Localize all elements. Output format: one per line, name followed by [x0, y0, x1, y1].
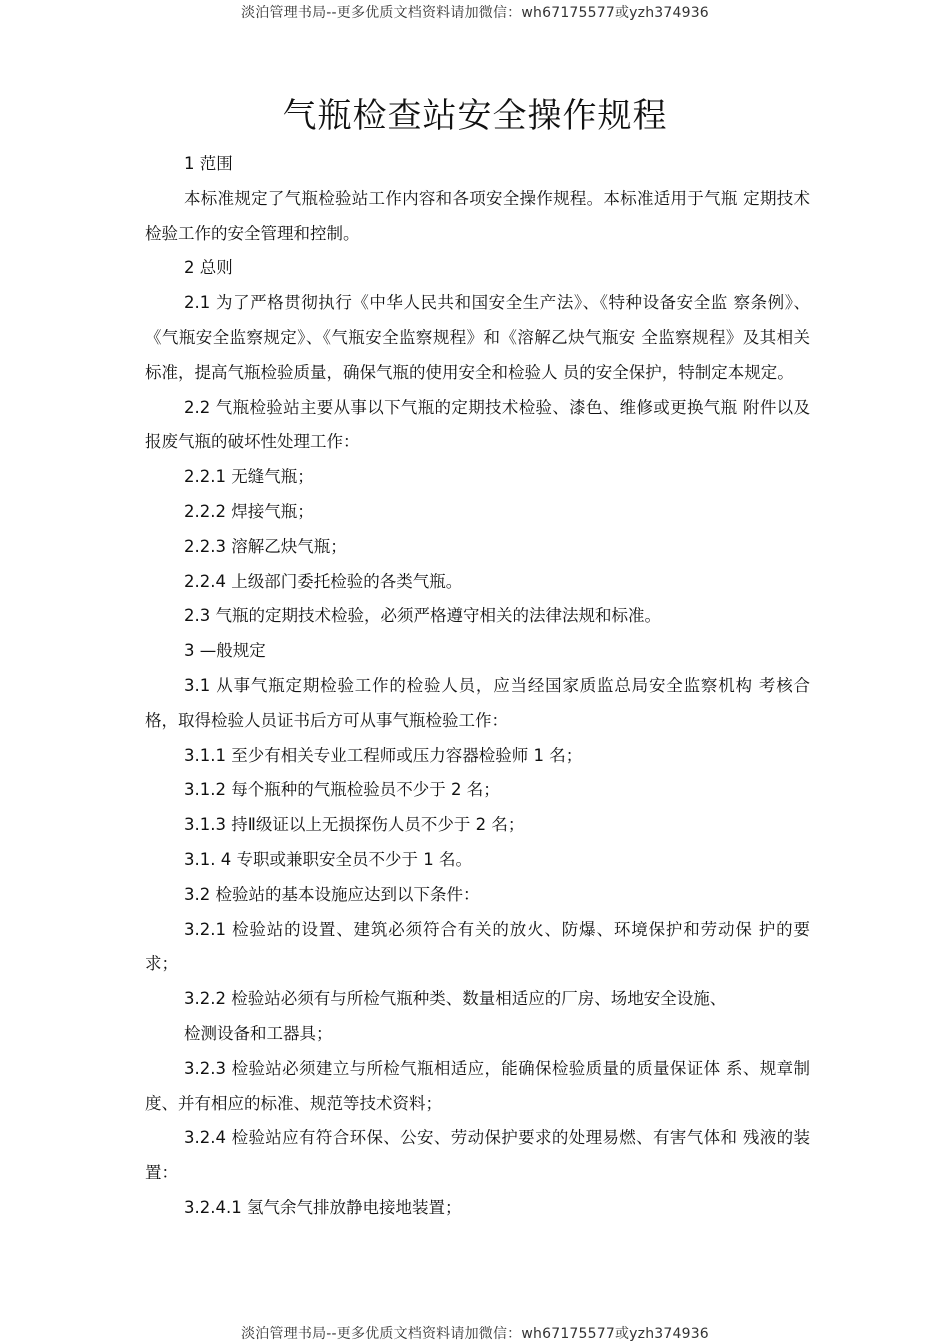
list-item-3-1-1: 3.1.1 至少有相关专业工程师或压力容器检验师 1 名；: [184, 745, 583, 765]
watermark-banner-bottom: 淡泊管理书局--更多优质文档资料请加微信：wh67175577或yzh374936: [241, 1326, 709, 1342]
section-heading-general: 2 总则: [184, 258, 233, 278]
document-body: [145, 147, 810, 1226]
paragraph-2-3: 2.3 气瓶的定期技术检验，必须严格遵守相关的法律法规和标准。: [184, 606, 661, 626]
paragraph-3-2: 3.2 检验站的基本设施应达到以下条件：: [184, 884, 480, 904]
list-item-3-1-2: 3.1.2 每个瓶种的气瓶检验员不少于 2 名；: [184, 780, 500, 800]
document-title: 气瓶检查站安全操作规程: [282, 96, 668, 136]
list-item-2-2-4: 2.2.4 上级部门委托检验的各类气瓶。: [184, 571, 463, 591]
list-item-2-2-1: 2.2.1 无缝气瓶；: [184, 467, 314, 487]
list-item-3-1-4: 3.1. 4 专职或兼职安全员不少于 1 名。: [184, 849, 472, 869]
list-item-2-2-2: 2.2.2 焊接气瓶；: [184, 501, 314, 521]
list-item-3-1-3: 3.1.3 持Ⅱ级证以上无损探伤人员不少于 2 名；: [184, 815, 525, 835]
list-item-3-2-4-1: 3.2.4.1 氢气余气排放静电接地装置；: [184, 1197, 462, 1217]
paragraph-scope-text: 本标准规定了气瓶检验站工作内容和各项安全操作规程。本标准适用于气瓶 定期技术检验工作的安全管理和控制。: [145, 188, 810, 243]
list-item-2-2-3: 2.2.3 溶解乙炔气瓶；: [184, 536, 347, 556]
paragraph-3-2-4: 3.2.4 检验站应有符合环保、公安、劳动保护要求的处理易燃、有害气体和 残液的装置：: [145, 1128, 810, 1183]
paragraph-3-2-2-continued: 检测设备和工器具；: [184, 1023, 333, 1043]
paragraph-2-2: 2.2 气瓶检验站主要从事以下气瓶的定期技术检验、漆色、维修或更换气瓶 附件以及报废气瓶的破坏性处理工作：: [145, 397, 810, 452]
section-heading-scope: 1 范围: [184, 154, 233, 173]
paragraph-3-2-3: 3.2.3 检验站必须建立与所检气瓶相适应，能确保检验质量的质量保证体 系、规章制度、并有相应的标准、规范等技术资料；: [145, 1058, 810, 1113]
paragraph-3-2-2: 3.2.2 检验站必须有与所检气瓶种类、数量相适应的厂房、场地安全设施、: [184, 989, 727, 1009]
section-heading-general-rules: 3 —般规定: [184, 641, 266, 661]
paragraph-3-2-1: 3.2.1 检验站的设置、建筑必须符合有关的放火、防爆、环境保护和劳动保 护的要求；: [145, 919, 810, 974]
paragraph-3-1: 3.1 从事气瓶定期检验工作的检验人员，应当经国家质监总局安全监察机构 考核合格，取得检验人员证书后方可从事气瓶检验工作：: [145, 675, 810, 730]
watermark-banner-top: 淡泊管理书局--更多优质文档资料请加微信：wh67175577或yzh374936: [241, 5, 709, 21]
paragraph-2-1: 2.1 为了严格贯彻执行《中华人民共和国安全生产法》、《特种设备安全监 察条例》、《气瓶安全监察规定》、《气瓶安全监察规程》和《溶解乙炔气瓶安 全监察规程》及其相关标准，提高气瓶检验质量，确保气瓶的使用安全和检验人 员的安全保护，特制定本规定。: [145, 293, 810, 382]
